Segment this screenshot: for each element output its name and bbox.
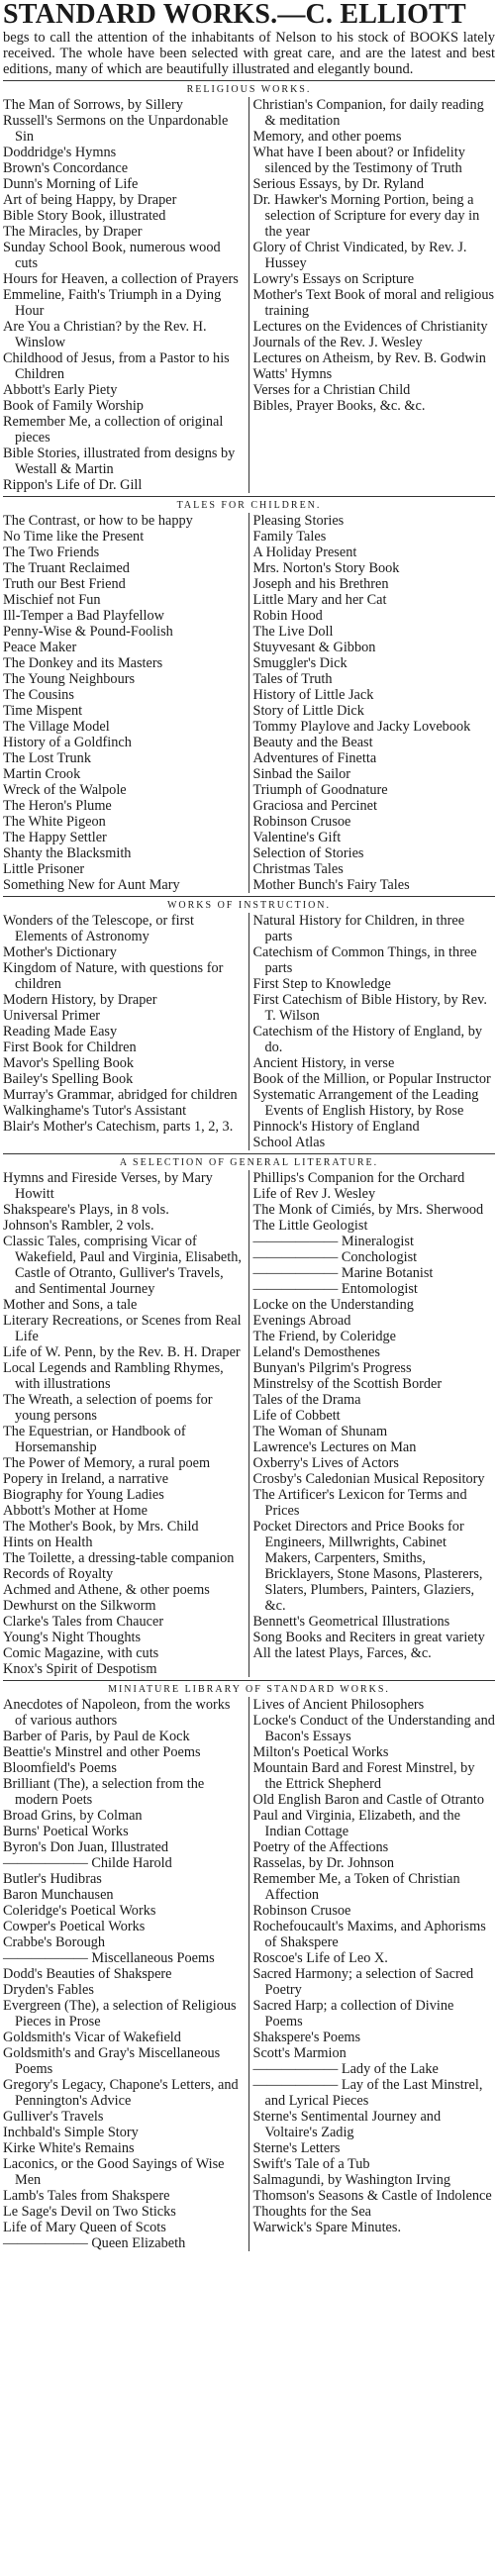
book-title-entry: Serious Essays, by Dr. Ryland — [252, 176, 425, 192]
book-title-entry: Adventures of Finetta — [252, 750, 377, 766]
book-title-entry: A Holiday Present — [252, 545, 357, 560]
book-title-entry: The Monk of Cimiés, by Mrs. Sherwood — [252, 1202, 484, 1218]
book-title-entry: Phillips's Companion for the Orchard — [252, 1170, 465, 1186]
book-title-entry: The Happy Settler — [3, 830, 107, 845]
book-title-entry: No Time like the Present — [3, 529, 145, 545]
book-title-entry: Inchbald's Simple Story — [3, 2125, 139, 2140]
section-divider — [3, 1680, 495, 1681]
book-title-entry: Blair's Mother's Catechism, parts 1, 2, 3. — [3, 1119, 234, 1135]
section-divider — [3, 896, 495, 897]
book-title-entry: Beauty and the Beast — [252, 735, 373, 750]
book-title-entry: Wonders of the Telescope, or first Elements of Astronomy — [3, 913, 194, 944]
book-title-entry: The Village Model — [3, 719, 110, 735]
book-title-entry: Johnson's Rambler, 2 vols. — [3, 1218, 154, 1234]
section-header: MINIATURE LIBRARY OF STANDARD WORKS. — [108, 1684, 390, 1695]
book-title-entry: Little Prisoner — [3, 861, 85, 877]
book-title-entry: Kingdom of Nature, with questions for children — [3, 960, 224, 992]
book-title-entry: Lives of Ancient Philosophers — [252, 1697, 425, 1713]
book-title-entry: —————— Queen Elizabeth — [3, 2235, 186, 2251]
book-title-entry: The Power of Memory, a rural poem — [3, 1455, 211, 1471]
book-title-entry: Valentine's Gift — [252, 830, 342, 845]
right-column — [249, 913, 496, 1150]
book-title-entry: Achmed and Athene, & other poems — [3, 1582, 210, 1598]
book-title-entry: School Atlas — [252, 1135, 326, 1150]
section-divider — [3, 80, 495, 81]
book-title-entry: Bible Story Book, illustrated — [3, 208, 166, 224]
book-title-entry: Art of being Happy, by Draper — [3, 192, 177, 208]
book-title-entry: Sterne's Letters — [252, 2140, 341, 2156]
book-title-entry: The Wreath, a selection of poems for young persons — [3, 1392, 213, 1424]
left-column — [3, 97, 249, 493]
book-title-entry: The Miracles, by Draper — [3, 224, 143, 240]
book-title-entry: The Young Neighbours — [3, 671, 136, 687]
book-title-entry: Hours for Heaven, a collection of Prayers — [3, 271, 239, 287]
book-title-entry: Milton's Poetical Works — [252, 1744, 389, 1760]
book-title-entry: Natural History for Children, in three parts — [252, 913, 465, 944]
book-title-entry: Rippon's Life of Dr. Gill — [3, 477, 143, 493]
book-title-entry: Bible Stories, illustrated from designs by Westall & Martin — [3, 446, 236, 477]
book-title-entry: Butler's Hudibras — [3, 1871, 102, 1887]
book-title-entry: —————— Lay of the Last Minstrel, and Lyrical Pieces — [252, 2077, 483, 2109]
book-title-entry: Roscoe's Life of Leo X. — [252, 1950, 388, 1966]
book-title-entry: Life of Rev J. Wesley — [252, 1186, 376, 1202]
book-title-entry: Beattie's Minstrel and other Poems — [3, 1744, 201, 1760]
book-title-entry: The Live Doll — [252, 624, 334, 640]
book-title-entry: Salmagundi, by Washington Irving — [252, 2172, 451, 2188]
book-title-entry: The Toilette, a dressing-table companion — [3, 1550, 235, 1566]
book-title-entry: Mother's Dictionary — [3, 944, 117, 960]
book-title-entry: Knox's Spirit of Despotism — [3, 1661, 157, 1677]
book-title-entry: Hints on Health — [3, 1535, 93, 1550]
book-title-entry: Old English Baron and Castle of Otranto — [252, 1792, 484, 1808]
book-title-entry: Tales of Truth — [252, 671, 333, 687]
book-title-entry: Russell's Sermons on the Unpardonable Sin — [3, 113, 229, 145]
book-title-entry: The Lost Trunk — [3, 750, 91, 766]
book-title-entry: Swift's Tale of a Tub — [252, 2156, 370, 2172]
book-title-entry: Sinbad the Sailor — [252, 766, 350, 782]
book-title-entry: Glory of Christ Vindicated, by Rev. J. Hussey — [252, 240, 467, 271]
section-header: WORKS OF INSTRUCTION. — [166, 900, 332, 911]
book-title-entry: Mrs. Norton's Story Book — [252, 560, 400, 576]
left-column — [3, 513, 249, 893]
book-title-entry: First Book for Children — [3, 1040, 137, 1055]
book-title-entry: Sunday School Book, numerous wood cuts — [3, 240, 221, 271]
book-title-entry: Story of Little Dick — [252, 703, 364, 719]
book-title-entry: The Mother's Book, by Mrs. Child — [3, 1519, 199, 1535]
book-title-entry: Comic Magazine, with cuts — [3, 1645, 159, 1661]
section-header: TALES FOR CHILDREN. — [176, 500, 322, 511]
book-title-entry: Local Legends and Rambling Rhymes, with illustrations — [3, 1360, 224, 1392]
book-title-entry: Family Tales — [252, 529, 327, 545]
book-title-entry: The Cousins — [3, 687, 74, 703]
book-title-entry: Joseph and his Brethren — [252, 576, 389, 592]
book-title-entry: Robinson Crusoe — [252, 1903, 351, 1919]
section-columns — [3, 97, 495, 493]
book-title-entry: Wreck of the Walpole — [3, 782, 127, 798]
book-title-entry: Doddridge's Hymns — [3, 145, 117, 160]
book-title-entry: Walkinghame's Tutor's Assistant — [3, 1103, 187, 1119]
book-title-entry: Dryden's Fables — [3, 1982, 94, 1998]
right-column — [249, 1170, 496, 1677]
book-title-entry: —————— Childe Harold — [3, 1855, 172, 1871]
book-title-entry: Brilliant (The), a selection from the modern Poets — [3, 1776, 205, 1808]
book-title-entry: Barber of Paris, by Paul de Kock — [3, 1729, 190, 1744]
book-title-entry: Pocket Directors and Price Books for Engineers, Millwrights, Cabinet Makers, Carpenters, Smiths, Bricklayers, Stone Masons, Plasterers, Slaters, Plumbers, Painters, Glaziers, &c. — [252, 1519, 483, 1614]
book-title-entry: History of Little Jack — [252, 687, 374, 703]
book-title-entry: Are You a Christian? by the Rev. H. Winslow — [3, 319, 207, 350]
book-title-entry: Lectures on Atheism, by Rev. B. Godwin — [252, 350, 486, 366]
book-title-entry: The Little Geologist — [252, 1218, 368, 1234]
book-title-entry: Lowry's Essays on Scripture — [252, 271, 415, 287]
book-title-entry: Song Books and Reciters in great variety — [252, 1630, 485, 1645]
book-title-entry: Goldsmith's and Gray's Miscellaneous Poems — [3, 2045, 221, 2077]
book-title-entry: Literary Recreations, or Scenes from Real Life — [3, 1313, 242, 1344]
book-title-entry: Emmeline, Faith's Triumph in a Dying Hour — [3, 287, 222, 319]
book-title-entry: All the latest Plays, Farces, &c. — [252, 1645, 432, 1661]
book-title-entry: —————— Miscellaneous Poems — [3, 1950, 215, 1966]
book-title-entry: What have I been about? or Infidelity silenced by the Testimony of Truth — [252, 145, 465, 176]
book-title-entry: Le Sage's Devil on Two Sticks — [3, 2204, 176, 2220]
book-title-entry: Systematic Arrangement of the Leading Events of English History, by Rose — [252, 1087, 479, 1119]
book-title-entry: Little Mary and her Cat — [252, 592, 387, 608]
book-title-entry: Goldsmith's Vicar of Wakefield — [3, 2030, 181, 2045]
book-title-entry: Minstrelsy of the Scottish Border — [252, 1376, 443, 1392]
book-title-entry: Mavor's Spelling Book — [3, 1055, 135, 1071]
book-title-entry: Sterne's Sentimental Journey and Voltaire's Zadig — [252, 2109, 442, 2140]
section-header: A SELECTION OF GENERAL LITERATURE. — [119, 1157, 379, 1168]
left-column — [3, 1697, 249, 2251]
right-column — [249, 1697, 496, 2251]
book-title-entry: Baron Munchausen — [3, 1887, 114, 1903]
book-title-entry: Reading Made Easy — [3, 1024, 118, 1040]
book-title-entry: Brown's Concordance — [3, 160, 129, 176]
book-title-entry: Biography for Young Ladies — [3, 1487, 164, 1503]
book-title-entry: Evenings Abroad — [252, 1313, 351, 1329]
book-title-entry: Lawrence's Lectures on Man — [252, 1439, 417, 1455]
book-title-entry: Murray's Grammar, abridged for children — [3, 1087, 238, 1103]
book-title-entry: Shakspeare's Plays, in 8 vols. — [3, 1202, 169, 1218]
book-title-entry: Byron's Don Juan, Illustrated — [3, 1839, 168, 1855]
book-title-entry: Locke's Conduct of the Understanding and Bacon's Essays — [252, 1713, 495, 1744]
book-title-entry: Mischief not Fun — [3, 592, 101, 608]
section-columns — [3, 913, 495, 1150]
book-title-entry: Broad Grins, by Colman — [3, 1808, 143, 1824]
book-title-entry: Paul and Virginia, Elizabeth, and the Indian Cottage — [252, 1808, 460, 1839]
book-title-entry: Thoughts for the Sea — [252, 2204, 372, 2220]
book-title-entry: Pinnock's History of England — [252, 1119, 420, 1135]
book-title-entry: Rochefoucault's Maxims, and Aphorisms of Shakspere — [252, 1919, 486, 1950]
book-title-entry: Pleasing Stories — [252, 513, 345, 529]
book-title-entry: Rasselas, by Dr. Johnson — [252, 1855, 395, 1871]
book-title-entry: Childhood of Jesus, from a Pastor to his Children — [3, 350, 230, 382]
book-title-entry: Catechism of the History of England, by do. — [252, 1024, 482, 1055]
book-title-entry: Clarke's Tales from Chaucer — [3, 1614, 164, 1630]
book-title-entry: Kirke White's Remains — [3, 2140, 135, 2156]
book-title-entry: Robinson Crusoe — [252, 814, 351, 830]
section-divider — [3, 1153, 495, 1154]
left-column — [3, 913, 249, 1150]
book-title-entry: Peace Maker — [3, 640, 77, 655]
book-title-entry: Book of Family Worship — [3, 398, 144, 414]
book-title-entry: Evergreen (The), a selection of Religious Pieces in Prose — [3, 1998, 237, 2030]
book-title-entry: The Truant Reclaimed — [3, 560, 130, 576]
book-title-entry: Martin Crook — [3, 766, 81, 782]
book-title-entry: History of a Goldfinch — [3, 735, 132, 750]
book-title-entry: Scott's Marmion — [252, 2045, 347, 2061]
book-title-entry: Journals of the Rev. J. Wesley — [252, 335, 423, 350]
book-title-entry: Laconics, or the Good Sayings of Wise Men — [3, 2156, 225, 2188]
book-title-entry: Lamb's Tales from Shakspere — [3, 2188, 170, 2204]
book-title-entry: Young's Night Thoughts — [3, 1630, 142, 1645]
book-title-entry: Ancient History, in verse — [252, 1055, 395, 1071]
book-title-entry: Smuggler's Dick — [252, 655, 348, 671]
left-column — [3, 1170, 249, 1677]
book-title-entry: Remember Me, a Token of Christian Affection — [252, 1871, 460, 1903]
book-title-entry: —————— Mineralogist — [252, 1234, 414, 1249]
book-title-entry: Popery in Ireland, a narrative — [3, 1471, 169, 1487]
book-title-entry: Bunyan's Pilgrim's Progress — [252, 1360, 412, 1376]
book-title-entry: The Contrast, or how to be happy — [3, 513, 193, 529]
book-title-entry: Records of Royalty — [3, 1566, 114, 1582]
book-title-entry: Crosby's Caledonian Musical Repository — [252, 1471, 485, 1487]
book-title-entry: Dewhurst on the Silkworm — [3, 1598, 156, 1614]
book-title-entry: Sacred Harmony; a selection of Sacred Poetry — [252, 1966, 474, 1998]
book-title-entry: Christmas Tales — [252, 861, 344, 877]
book-title-entry: Catechism of Common Things, in three parts — [252, 944, 477, 976]
book-title-entry: Oxberry's Lives of Actors — [252, 1455, 399, 1471]
book-title-entry: The Friend, by Coleridge — [252, 1329, 397, 1344]
book-sections — [3, 80, 495, 2251]
book-title-entry: Bailey's Spelling Book — [3, 1071, 134, 1087]
book-title-entry: The Donkey and its Masters — [3, 655, 163, 671]
book-title-entry: Lectures on the Evidences of Christianity — [252, 319, 488, 335]
right-column — [249, 97, 496, 493]
book-title-entry: Triumph of Goodnature — [252, 782, 388, 798]
section-columns — [3, 1697, 495, 2251]
book-title-entry: Something New for Aunt Mary — [3, 877, 180, 893]
book-title-entry: Crabbe's Borough — [3, 1934, 106, 1950]
book-title-entry: Mountain Bard and Forest Minstrel, by the Ettrick Shepherd — [252, 1760, 475, 1792]
book-title-entry: The Two Friends — [3, 545, 100, 560]
section-divider — [3, 496, 495, 497]
section-columns — [3, 1170, 495, 1677]
book-title-entry: The Man of Sorrows, by Sillery — [3, 97, 183, 113]
book-title-entry: Poetry of the Affections — [252, 1839, 389, 1855]
book-title-entry: The Artificer's Lexicon for Terms and Prices — [252, 1487, 467, 1519]
book-title-entry: Tommy Playlove and Jacky Lovebook — [252, 719, 471, 735]
book-title-entry: Dodd's Beauties of Shakspere — [3, 1966, 172, 1982]
book-title-entry: Mother Bunch's Fairy Tales — [252, 877, 410, 893]
book-title-entry: Memory, and other poems — [252, 129, 402, 145]
book-title-entry: —————— Entomologist — [252, 1281, 418, 1297]
book-title-entry: Life of Mary Queen of Scots — [3, 2220, 166, 2235]
book-title-entry: Classic Tales, comprising Vicar of Wakefield, Paul and Virginia, Elisabeth, Castle of Otranto, Gulliver's Travels, and Sentimental Journey — [3, 1234, 242, 1297]
book-title-entry: Bennett's Geometrical Illustrations — [252, 1614, 450, 1630]
book-title-entry: —————— Conchologist — [252, 1249, 418, 1265]
book-title-entry: Modern History, by Draper — [3, 992, 157, 1008]
book-title-entry: Bibles, Prayer Books, &c. &c. — [252, 398, 426, 414]
book-title-entry: —————— Lady of the Lake — [252, 2061, 439, 2077]
book-title-entry: Graciosa and Percinet — [252, 798, 377, 814]
book-title-entry: Leland's Demosthenes — [252, 1344, 380, 1360]
book-title-entry: First Catechism of Bible History, by Rev. T. Wilson — [252, 992, 487, 1024]
book-title-entry: The Woman of Shunam — [252, 1424, 388, 1439]
advertisement-intro: begs to call the attention of the inhabitants of Nelson to his stock of BOOKS lately received. The whole have been selected with great care, and are the latest and best editions, many of which are beautifully illustrated and elegantly bound. — [3, 30, 495, 77]
book-title-entry: The Equestrian, or Handbook of Horsemanship — [3, 1424, 186, 1455]
book-title-entry: Robin Hood — [252, 608, 323, 624]
book-title-entry: Abbott's Mother at Home — [3, 1503, 148, 1519]
book-title-entry: Locke on the Understanding — [252, 1297, 414, 1313]
book-title-entry: Truth our Best Friend — [3, 576, 126, 592]
book-title-entry: Penny-Wise & Pound-Foolish — [3, 624, 173, 640]
book-title-entry: Warwick's Spare Minutes. — [252, 2220, 402, 2235]
book-title-entry: First Step to Knowledge — [252, 976, 391, 992]
book-title-entry: Stuyvesant & Gibbon — [252, 640, 376, 655]
book-title-entry: Watts' Hymns — [252, 366, 333, 382]
book-title-entry: Abbott's Early Piety — [3, 382, 118, 398]
book-title-entry: Cowper's Poetical Works — [3, 1919, 146, 1934]
book-title-entry: Coleridge's Poetical Works — [3, 1903, 156, 1919]
book-title-entry: Thomson's Seasons & Castle of Indolence — [252, 2188, 492, 2204]
book-title-entry: The White Pigeon — [3, 814, 106, 830]
book-title-entry: Selection of Stories — [252, 845, 364, 861]
book-title-entry: Verses for a Christian Child — [252, 382, 411, 398]
book-title-entry: —————— Marine Botanist — [252, 1265, 434, 1281]
book-title-entry: Anecdotes of Napoleon, from the works of various authors — [3, 1697, 231, 1729]
book-title-entry: Life of W. Penn, by the Rev. B. H. Draper — [3, 1344, 241, 1360]
book-title-entry: Dunn's Morning of Life — [3, 176, 139, 192]
book-title-entry: Dr. Hawker's Morning Portion, being a selection of Scripture for every day in the year — [252, 192, 480, 240]
section-header: RELIGIOUS WORKS. — [186, 84, 312, 95]
book-title-entry: Remember Me, a collection of original pieces — [3, 414, 224, 446]
book-title-entry: Ill-Temper a Bad Playfellow — [3, 608, 164, 624]
book-title-entry: Hymns and Fireside Verses, by Mary Howitt — [3, 1170, 213, 1202]
book-title-entry: Book of the Million, or Popular Instructor — [252, 1071, 491, 1087]
book-title-entry: Mother's Text Book of moral and religious training — [252, 287, 495, 319]
book-title-entry: Christian's Companion, for daily reading & meditation — [252, 97, 484, 129]
book-title-entry: Bloomfield's Poems — [3, 1760, 117, 1776]
book-title-entry: The Heron's Plume — [3, 798, 112, 814]
book-title-entry: Shakspere's Poems — [252, 2030, 361, 2045]
book-title-entry: Life of Cobbett — [252, 1408, 341, 1424]
book-title-entry: Gregory's Legacy, Chapone's Letters, and Pennington's Advice — [3, 2077, 239, 2109]
book-title-entry: Sacred Harp; a collection of Divine Poems — [252, 1998, 454, 2030]
section-columns — [3, 513, 495, 893]
book-title-entry: Universal Primer — [3, 1008, 101, 1024]
book-title-entry: Gulliver's Travels — [3, 2109, 104, 2125]
right-column — [249, 513, 496, 893]
book-title-entry: Tales of the Drama — [252, 1392, 361, 1408]
book-title-entry: Mother and Sons, a tale — [3, 1297, 138, 1313]
book-title-entry: Time Mispent — [3, 703, 83, 719]
book-title-entry: Shanty the Blacksmith — [3, 845, 132, 861]
advertisement-headline: STANDARD WORKS.—C. ELLIOTT — [3, 0, 466, 30]
book-title-entry: Burns' Poetical Works — [3, 1824, 129, 1839]
